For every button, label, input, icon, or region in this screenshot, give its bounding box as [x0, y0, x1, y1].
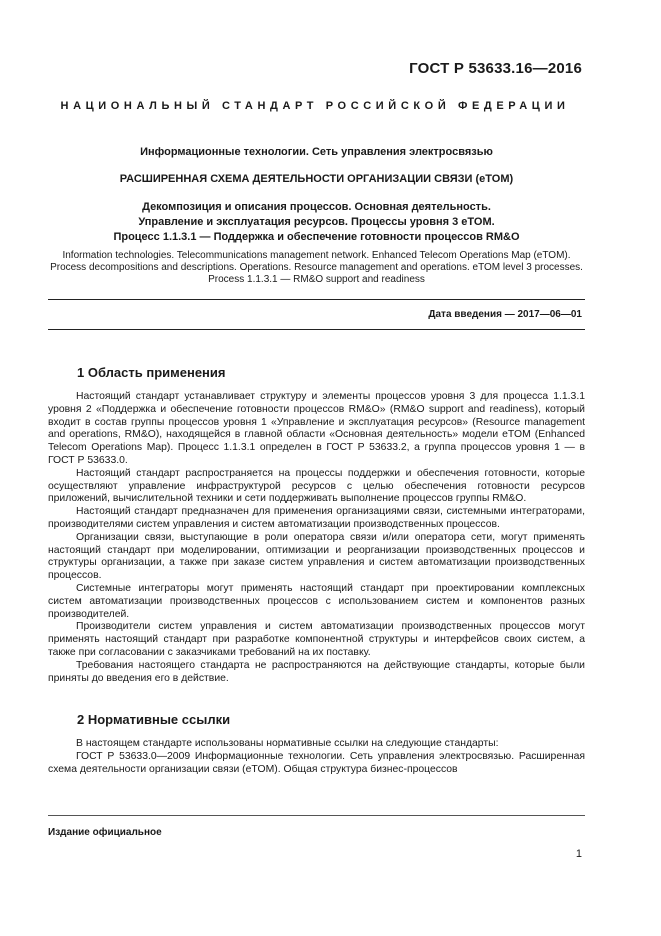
- subtitle-line: Процесс 1.1.3.1 — Поддержка и обеспечение готовности процессов RM&O: [113, 231, 520, 243]
- paragraph: Настоящий стандарт предназначен для применения организациями связи, системными интеграторами, производителями систем управления и систем автоматизации производственных процессов.: [48, 506, 585, 530]
- section-2-heading: 2 Нормативные ссылки: [77, 712, 231, 727]
- divider: [48, 299, 585, 300]
- page-number: 1: [575, 848, 582, 860]
- subtitle-line: Декомпозиция и описания процессов. Основная деятельность.: [142, 201, 491, 213]
- divider: [48, 329, 585, 330]
- english-title-block: [48, 250, 585, 286]
- document-code: ГОСТ Р 53633.16—2016: [409, 60, 582, 77]
- title-line-1: Информационные технологии. Сеть управления электросвязью: [140, 146, 493, 158]
- section-2-body: [48, 738, 585, 776]
- title-line-2: РАСШИРЕННАЯ СХЕМА ДЕЯТЕЛЬНОСТИ ОРГАНИЗАЦИИ СВЯЗИ (eTOM): [119, 173, 514, 185]
- english-title-line: Process 1.1.3.1 — RM&O support and readiness: [208, 274, 425, 285]
- paragraph: ГОСТ Р 53633.0—2009 Информационные технологии. Сеть управления электросвязью. Расширенная схема деятельности организации связи (eTOM). Общая структура бизнес-процессов: [48, 750, 585, 775]
- paragraph: В настоящем стандарте использованы нормативные ссылки на следующие стандарты:: [76, 738, 499, 749]
- english-title-line: Information technologies. Telecommunications management network. Enhanced Telecom Operations Map (eTOM).: [62, 250, 571, 261]
- subtitle-block: [48, 200, 585, 245]
- national-standard-banner: НАЦИОНАЛЬНЫЙ СТАНДАРТ РОССИЙСКОЙ ФЕДЕРАЦИИ: [60, 100, 570, 112]
- official-edition-label: Издание официальное: [48, 827, 162, 838]
- footer-divider: [48, 815, 585, 816]
- section-1-heading: 1 Область применения: [77, 365, 226, 380]
- paragraph: Требования настоящего стандарта не распространяются на действующие стандарты, которые были приняты до введения его в действие.: [48, 659, 585, 684]
- paragraph: Производители систем управления и систем автоматизации производственных процессов могут применять настоящий стандарт при разработке компонентной структуры и интерфейсов своих систем, а также при согласовании с заказчиками требований на их поставку.: [48, 621, 585, 658]
- paragraph: Системные интеграторы могут применять настоящий стандарт при проектировании комплексных систем автоматизации производственных процессов с использованием систем и компонентов разных производителей.: [48, 582, 585, 620]
- paragraph: Настоящий стандарт устанавливает структуру и элементы процессов уровня 3 для процесса 1.1.3.1 уровня 2 «Поддержка и обеспечение готовности процессов RM&O» (RM&O support and readiness), который входит в состав группы процессов уровня 1 «Управление и эксплуатация ресурсов» (Resource management and operations, RM&O), находящейся в главной области «Основная деятельность» модели eTOM (Enhanced Telecom Operations Map). Процесс 1.1.3.1 определен в ГОСТ Р 53633.2, а группа процессов уровня 1 — в ГОСТ Р 53633.0.: [48, 391, 585, 466]
- english-title-line: Process decompositions and descriptions. Operations. Resource management and operations. eTOM level 3 processes.: [50, 262, 583, 273]
- paragraph: Настоящий стандарт распространяется на процессы поддержки и обеспечения готовности, которые осуществляют управление инфраструктурой ресурсов с целью обеспечения готовности ресурсов приложений, вычислительной техники и сети поддерживать выполнение процессов группы RM&O.: [48, 467, 585, 505]
- section-1-body: [48, 391, 585, 685]
- subtitle-line: Управление и эксплуатация ресурсов. Процессы уровня 3 eTOM.: [138, 216, 495, 228]
- paragraph: Организации связи, выступающие в роли оператора связи и/или оператора сети, могут применять настоящий стандарт при моделировании, оптимизации и реорганизации производственных процессов и структуры организации, а также при заказе систем управления и систем автоматизации производственных процессов.: [48, 531, 585, 582]
- intro-date: Дата введения — 2017—06—01: [428, 309, 582, 320]
